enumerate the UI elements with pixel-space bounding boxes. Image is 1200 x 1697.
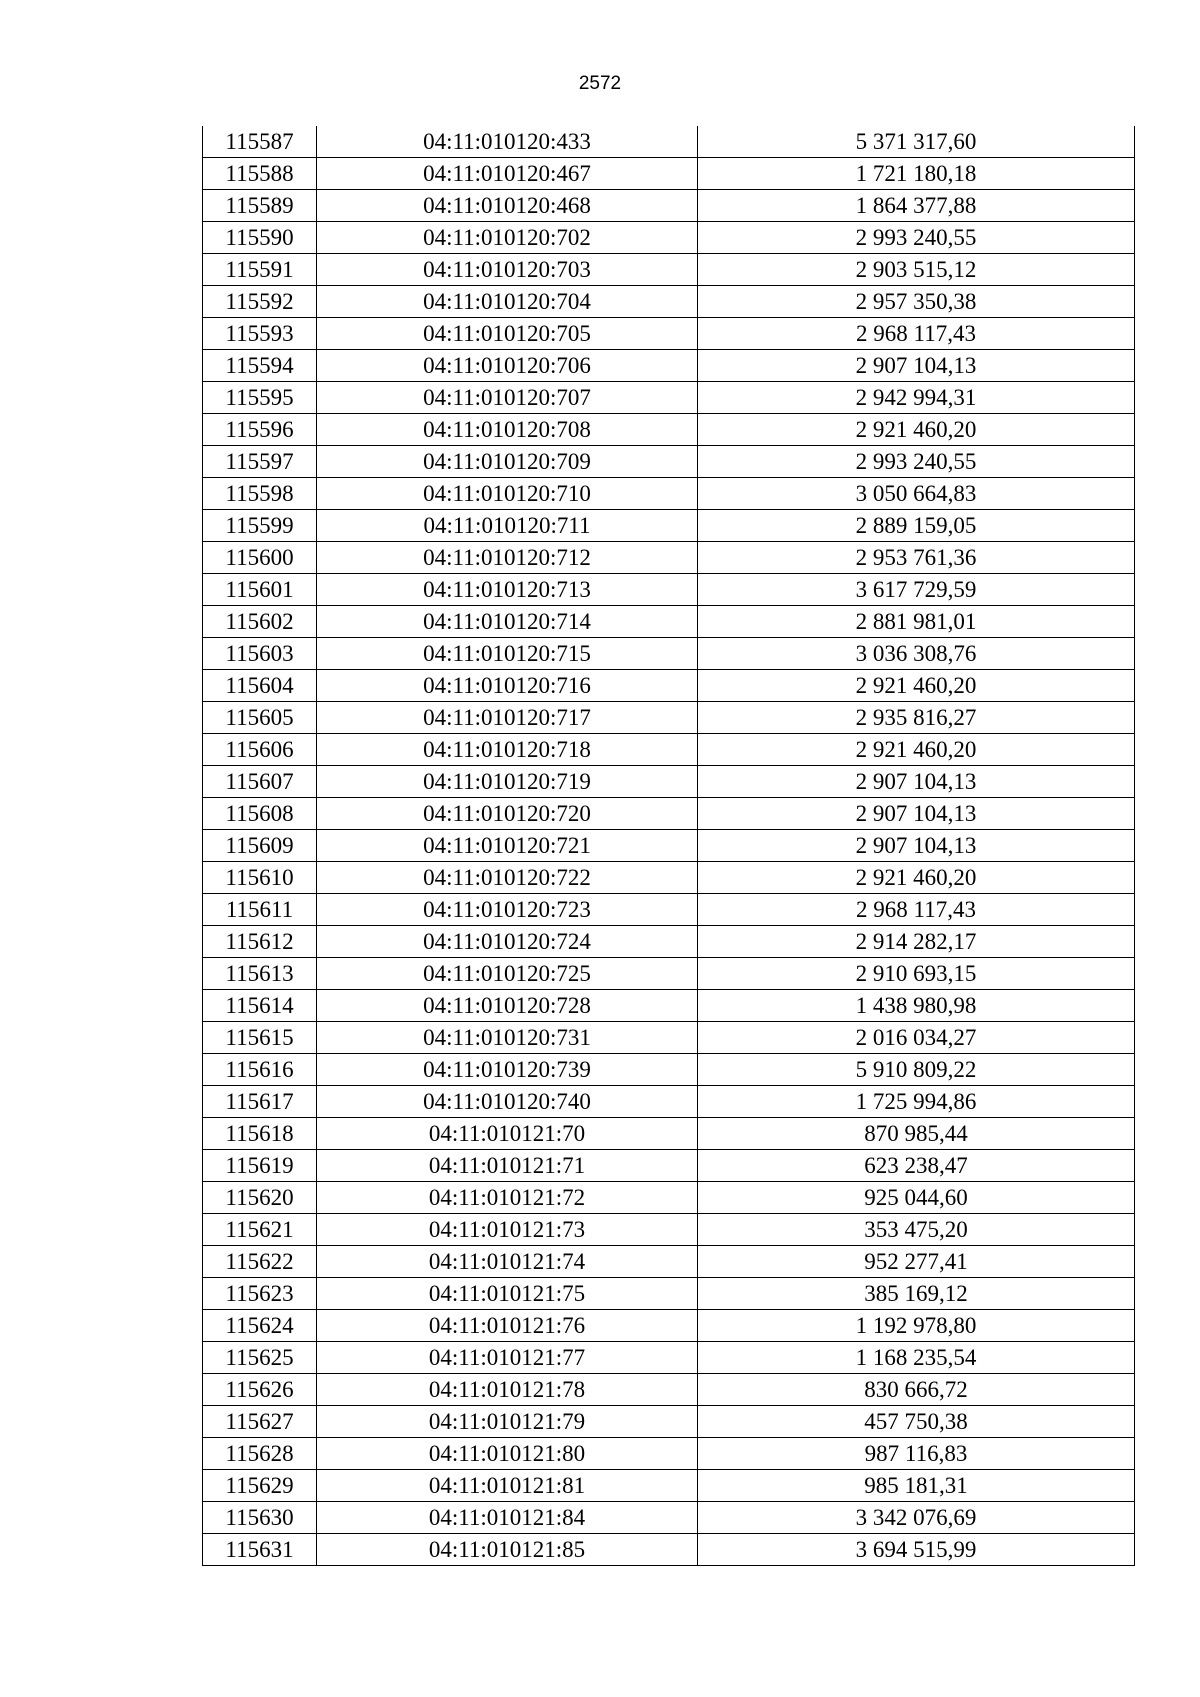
cadastral-number-cell: 04:11:010120:722 [317,862,698,894]
row-number-cell: 115617 [203,1086,317,1118]
cadastral-number-cell: 04:11:010120:468 [317,190,698,222]
cadastral-value-cell: 3 050 664,83 [698,478,1135,510]
cadastral-number-cell: 04:11:010121:84 [317,1502,698,1534]
table-row [203,1246,1135,1278]
table-row [203,222,1135,254]
cadastral-value-cell: 2 993 240,55 [698,222,1135,254]
row-number-cell: 115624 [203,1310,317,1342]
cadastral-value-cell: 2 889 159,05 [698,510,1135,542]
cadastral-value-cell: 2 942 994,31 [698,382,1135,414]
table-row [203,158,1135,190]
cadastral-value-cell: 3 694 515,99 [698,1534,1135,1566]
table-row [203,1054,1135,1086]
table-row [203,1342,1135,1374]
cadastral-number-cell: 04:11:010121:76 [317,1310,698,1342]
table-row [203,1182,1135,1214]
row-number-cell: 115602 [203,606,317,638]
row-number-cell: 115599 [203,510,317,542]
table-row [203,606,1135,638]
cadastral-value-cell: 2 993 240,55 [698,446,1135,478]
table-row [203,894,1135,926]
row-number-cell: 115588 [203,158,317,190]
cadastral-number-cell: 04:11:010120:717 [317,702,698,734]
cadastral-number-cell: 04:11:010120:433 [317,126,698,158]
row-number-cell: 115614 [203,990,317,1022]
cadastral-number-cell: 04:11:010120:716 [317,670,698,702]
cadastral-value-cell: 5 910 809,22 [698,1054,1135,1086]
cadastral-value-cell: 985 181,31 [698,1470,1135,1502]
row-number-cell: 115613 [203,958,317,990]
cadastral-value-cell: 2 953 761,36 [698,542,1135,574]
table-row [203,1534,1135,1566]
cadastral-value-cell: 987 116,83 [698,1438,1135,1470]
table-row [203,190,1135,222]
cadastral-number-cell: 04:11:010120:719 [317,766,698,798]
cadastral-value-cell: 3 342 076,69 [698,1502,1135,1534]
row-number-cell: 115609 [203,830,317,862]
cadastral-value-cell: 2 907 104,13 [698,350,1135,382]
table-row [203,574,1135,606]
row-number-cell: 115603 [203,638,317,670]
cadastral-value-cell: 3 036 308,76 [698,638,1135,670]
table-row [203,510,1135,542]
cadastral-value-cell: 623 238,47 [698,1150,1135,1182]
cadastral-value-cell: 925 044,60 [698,1182,1135,1214]
row-number-cell: 115612 [203,926,317,958]
cadastral-number-cell: 04:11:010120:739 [317,1054,698,1086]
cadastral-value-cell: 830 666,72 [698,1374,1135,1406]
cadastral-value-cell: 2 957 350,38 [698,286,1135,318]
cadastral-number-cell: 04:11:010120:703 [317,254,698,286]
cadastral-number-cell: 04:11:010121:74 [317,1246,698,1278]
cadastral-number-cell: 04:11:010120:721 [317,830,698,862]
cadastral-number-cell: 04:11:010120:711 [317,510,698,542]
row-number-cell: 115596 [203,414,317,446]
cadastral-number-cell: 04:11:010121:75 [317,1278,698,1310]
cadastral-value-cell: 2 921 460,20 [698,734,1135,766]
cadastral-value-cell: 1 438 980,98 [698,990,1135,1022]
table-row [203,542,1135,574]
table-row [203,638,1135,670]
table-row [203,1310,1135,1342]
table-row [203,1278,1135,1310]
table-row [203,1086,1135,1118]
row-number-cell: 115615 [203,1022,317,1054]
row-number-cell: 115626 [203,1374,317,1406]
cadastral-number-cell: 04:11:010121:71 [317,1150,698,1182]
cadastral-number-cell: 04:11:010120:715 [317,638,698,670]
cadastral-number-cell: 04:11:010120:723 [317,894,698,926]
cadastral-number-cell: 04:11:010120:731 [317,1022,698,1054]
table-row [203,1438,1135,1470]
cadastral-number-cell: 04:11:010120:706 [317,350,698,382]
table-row [203,1150,1135,1182]
table-row [203,414,1135,446]
table-row [203,126,1135,158]
cadastral-value-cell: 385 169,12 [698,1278,1135,1310]
row-number-cell: 115618 [203,1118,317,1150]
table-row [203,382,1135,414]
cadastral-value-cell: 1 721 180,18 [698,158,1135,190]
cadastral-value-cell: 1 192 978,80 [698,1310,1135,1342]
row-number-cell: 115605 [203,702,317,734]
cadastral-number-cell: 04:11:010121:70 [317,1118,698,1150]
row-number-cell: 115587 [203,126,317,158]
cadastral-number-cell: 04:11:010120:709 [317,446,698,478]
row-number-cell: 115627 [203,1406,317,1438]
table-row [203,1022,1135,1054]
cadastral-value-cell: 2 968 117,43 [698,894,1135,926]
cadastral-value-cell: 5 371 317,60 [698,126,1135,158]
row-number-cell: 115607 [203,766,317,798]
cadastral-number-cell: 04:11:010120:713 [317,574,698,606]
table-row [203,478,1135,510]
cadastral-number-cell: 04:11:010120:740 [317,1086,698,1118]
cadastral-number-cell: 04:11:010120:714 [317,606,698,638]
table-row [203,670,1135,702]
cadastral-number-cell: 04:11:010120:702 [317,222,698,254]
cadastral-number-cell: 04:11:010120:705 [317,318,698,350]
row-number-cell: 115625 [203,1342,317,1374]
row-number-cell: 115621 [203,1214,317,1246]
row-number-cell: 115631 [203,1534,317,1566]
table-row [203,1118,1135,1150]
table-body [203,126,1135,1566]
cadastral-number-cell: 04:11:010120:708 [317,414,698,446]
cadastral-number-cell: 04:11:010121:81 [317,1470,698,1502]
row-number-cell: 115593 [203,318,317,350]
row-number-cell: 115597 [203,446,317,478]
row-number-cell: 115608 [203,798,317,830]
row-number-cell: 115595 [203,382,317,414]
cadastral-number-cell: 04:11:010120:710 [317,478,698,510]
table-row [203,766,1135,798]
cadastral-value-cell: 353 475,20 [698,1214,1135,1246]
row-number-cell: 115591 [203,254,317,286]
row-number-cell: 115604 [203,670,317,702]
page-number: 2572 [578,73,622,94]
cadastral-number-cell: 04:11:010120:718 [317,734,698,766]
row-number-cell: 115590 [203,222,317,254]
cadastral-value-cell: 457 750,38 [698,1406,1135,1438]
row-number-cell: 115601 [203,574,317,606]
table-row [203,350,1135,382]
cadastral-value-cell: 1 864 377,88 [698,190,1135,222]
cadastral-number-cell: 04:11:010121:80 [317,1438,698,1470]
cadastral-number-cell: 04:11:010120:712 [317,542,698,574]
table-row [203,734,1135,766]
table-row [203,798,1135,830]
cadastral-value-cell: 2 921 460,20 [698,670,1135,702]
table-row [203,830,1135,862]
cadastral-number-cell: 04:11:010120:704 [317,286,698,318]
row-number-cell: 115589 [203,190,317,222]
row-number-cell: 115630 [203,1502,317,1534]
table-row [203,702,1135,734]
cadastral-value-cell: 2 914 282,17 [698,926,1135,958]
row-number-cell: 115606 [203,734,317,766]
cadastral-value-cell: 2 016 034,27 [698,1022,1135,1054]
cadastral-number-cell: 04:11:010120:728 [317,990,698,1022]
cadastral-number-cell: 04:11:010120:467 [317,158,698,190]
row-number-cell: 115622 [203,1246,317,1278]
table-row [203,926,1135,958]
table-row [203,1406,1135,1438]
cadastral-value-cell: 952 277,41 [698,1246,1135,1278]
row-number-cell: 115616 [203,1054,317,1086]
cadastral-value-cell: 2 910 693,15 [698,958,1135,990]
row-number-cell: 115592 [203,286,317,318]
cadastral-value-table [202,126,1135,1566]
cadastral-number-cell: 04:11:010120:725 [317,958,698,990]
table-row [203,1502,1135,1534]
row-number-cell: 115610 [203,862,317,894]
table-row [203,446,1135,478]
cadastral-number-cell: 04:11:010120:720 [317,798,698,830]
cadastral-value-cell: 870 985,44 [698,1118,1135,1150]
table-row [203,990,1135,1022]
table-row [203,1470,1135,1502]
cadastral-value-cell: 2 907 104,13 [698,830,1135,862]
table-row [203,862,1135,894]
row-number-cell: 115611 [203,894,317,926]
cadastral-number-cell: 04:11:010120:707 [317,382,698,414]
cadastral-value-cell: 2 903 515,12 [698,254,1135,286]
table-row [203,958,1135,990]
row-number-cell: 115619 [203,1150,317,1182]
cadastral-number-cell: 04:11:010121:72 [317,1182,698,1214]
cadastral-value-cell: 2 968 117,43 [698,318,1135,350]
cadastral-number-cell: 04:11:010121:79 [317,1406,698,1438]
cadastral-value-cell: 3 617 729,59 [698,574,1135,606]
row-number-cell: 115628 [203,1438,317,1470]
cadastral-number-cell: 04:11:010121:73 [317,1214,698,1246]
row-number-cell: 115594 [203,350,317,382]
row-number-cell: 115598 [203,478,317,510]
cadastral-value-cell: 2 921 460,20 [698,862,1135,894]
row-number-cell: 115620 [203,1182,317,1214]
table-row [203,286,1135,318]
cadastral-value-cell: 1 168 235,54 [698,1342,1135,1374]
cadastral-number-cell: 04:11:010121:78 [317,1374,698,1406]
cadastral-value-cell: 2 921 460,20 [698,414,1135,446]
cadastral-value-cell: 2 935 816,27 [698,702,1135,734]
cadastral-number-cell: 04:11:010121:85 [317,1534,698,1566]
table-row [203,1214,1135,1246]
table-row [203,254,1135,286]
cadastral-value-cell: 1 725 994,86 [698,1086,1135,1118]
cadastral-number-cell: 04:11:010120:724 [317,926,698,958]
cadastral-number-cell: 04:11:010121:77 [317,1342,698,1374]
row-number-cell: 115600 [203,542,317,574]
cadastral-value-cell: 2 907 104,13 [698,766,1135,798]
row-number-cell: 115623 [203,1278,317,1310]
cadastral-value-cell: 2 881 981,01 [698,606,1135,638]
cadastral-value-cell: 2 907 104,13 [698,798,1135,830]
row-number-cell: 115629 [203,1470,317,1502]
table-row [203,1374,1135,1406]
table-row [203,318,1135,350]
